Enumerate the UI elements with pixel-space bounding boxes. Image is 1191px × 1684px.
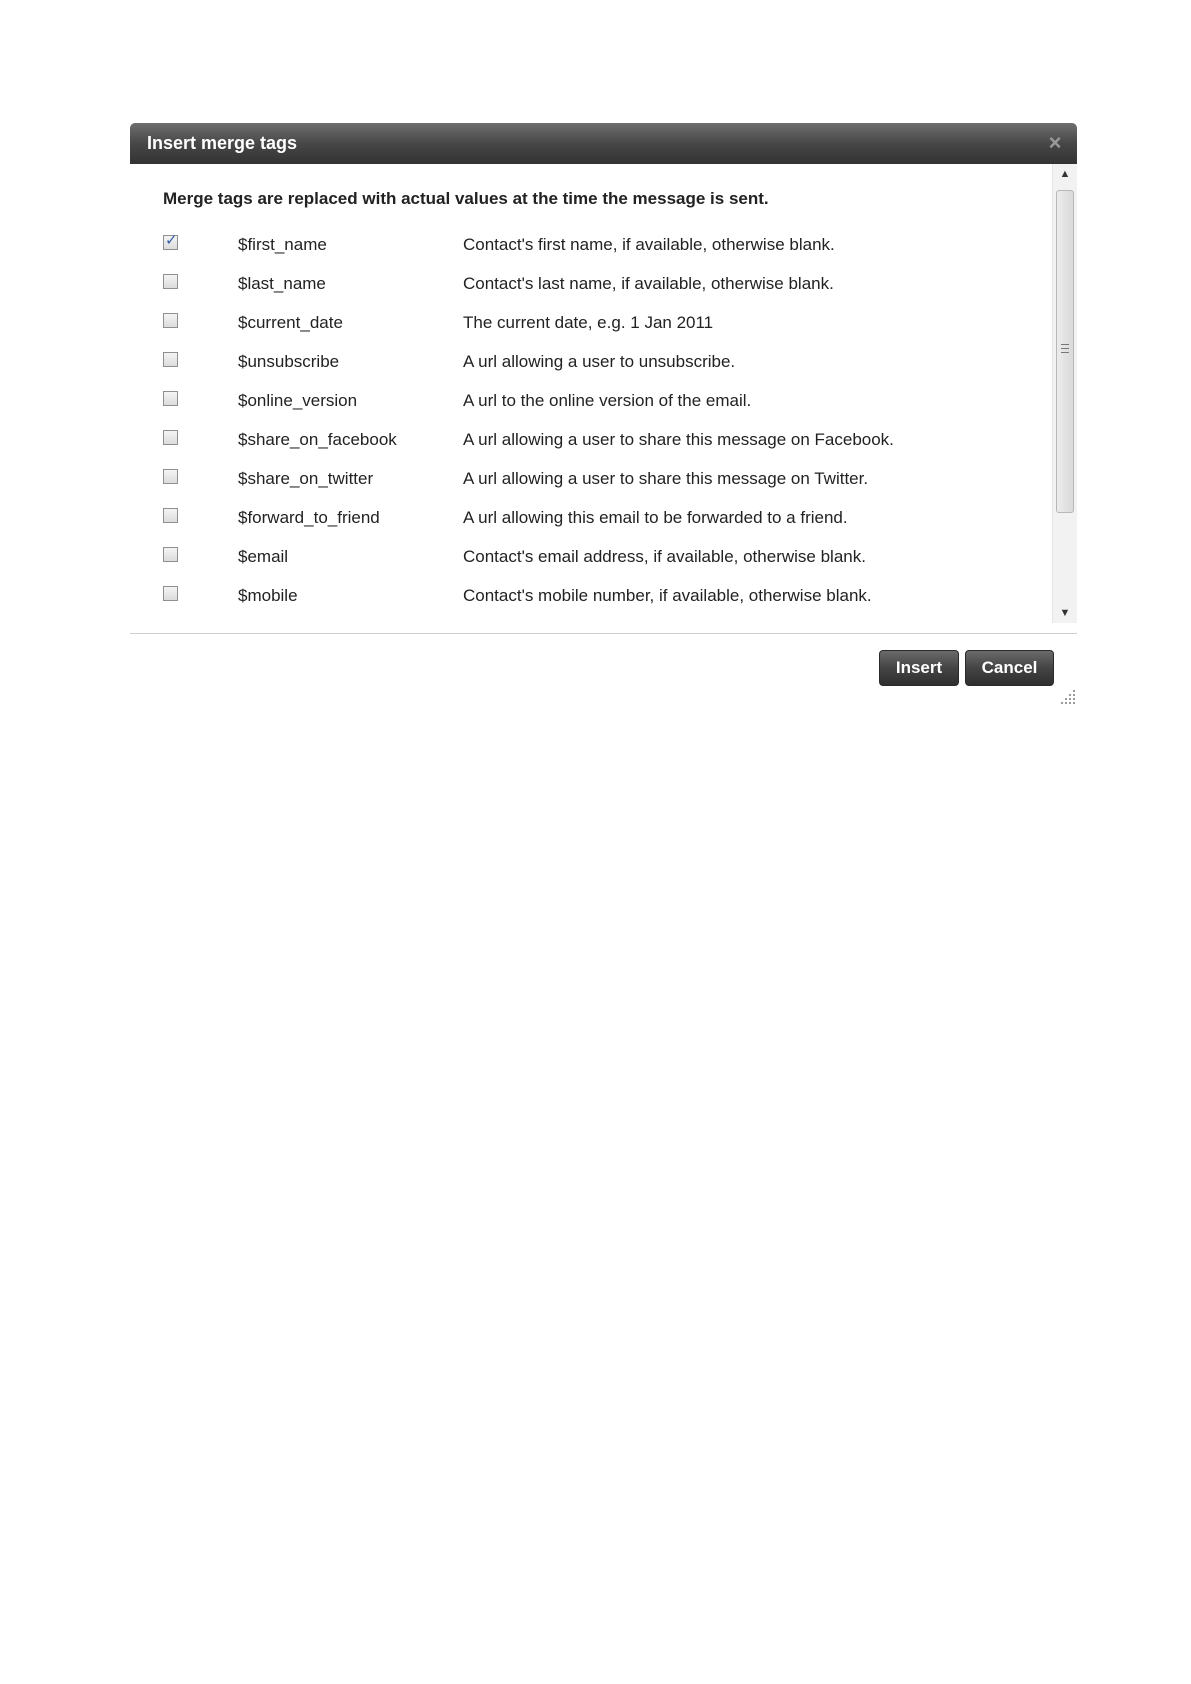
resize-dot (1073, 694, 1075, 696)
merge-tag-name: $email (238, 547, 289, 566)
merge-tag-row (130, 383, 1052, 419)
checkmark-icon: ✓ (165, 232, 178, 249)
resize-dot (1065, 698, 1067, 700)
merge-tag-name: $online_version (238, 391, 358, 410)
scroll-down-arrow-icon[interactable]: ▼ (1059, 607, 1071, 619)
dialog-title: Insert merge tags (147, 133, 298, 153)
merge-tag-checkbox[interactable] (163, 586, 178, 601)
merge-tag-row (130, 461, 1052, 497)
scrollbar-thumb[interactable] (1056, 190, 1074, 513)
merge-tag-row (130, 227, 1052, 263)
insert-merge-tags-dialog (130, 123, 1077, 706)
merge-tag-name: $last_name (238, 274, 326, 293)
merge-tag-checkbox[interactable] (163, 430, 178, 445)
dialog-titlebar[interactable] (130, 123, 1077, 164)
scrollbar-grip-icon (1061, 344, 1069, 353)
merge-tag-checkbox[interactable] (163, 547, 178, 562)
merge-tag-name: $share_on_facebook (238, 430, 397, 449)
merge-tag-row (130, 266, 1052, 302)
merge-tag-name: $forward_to_friend (238, 508, 380, 527)
merge-tag-row (130, 578, 1052, 614)
merge-tag-name: $first_name (238, 235, 327, 254)
close-icon[interactable]: × (1048, 130, 1062, 155)
resize-dot (1069, 702, 1071, 704)
dialog-content (130, 164, 1052, 623)
merge-tag-description: Contact's email address, if available, otherwise blank. (463, 547, 866, 566)
merge-tag-row (130, 305, 1052, 341)
resize-dot (1073, 698, 1075, 700)
resize-dot (1069, 694, 1071, 696)
merge-tag-name: $unsubscribe (238, 352, 340, 371)
merge-tag-checkbox[interactable] (163, 232, 178, 250)
resize-dot (1065, 702, 1067, 704)
cancel-button[interactable]: Cancel (965, 650, 1054, 686)
merge-tag-checkbox[interactable] (163, 469, 178, 484)
merge-tag-checkbox[interactable] (163, 313, 178, 328)
merge-tag-name: $current_date (238, 313, 343, 332)
merge-tag-checkbox[interactable] (163, 508, 178, 523)
merge-tag-row (130, 344, 1052, 380)
vertical-scrollbar[interactable] (1052, 164, 1077, 623)
merge-tag-description: Contact's last name, if available, otherwise blank. (463, 274, 834, 293)
merge-tag-description: A url allowing a user to share this message on Twitter. (463, 469, 869, 488)
merge-tag-description: Contact's first name, if available, otherwise blank. (463, 235, 835, 254)
scroll-up-arrow-icon[interactable]: ▲ (1059, 168, 1071, 180)
merge-tag-row (130, 500, 1052, 536)
merge-tag-description: A url allowing a user to share this message on Facebook. (463, 430, 894, 449)
merge-tag-description: A url to the online version of the email. (463, 391, 752, 410)
resize-dot (1061, 702, 1063, 704)
merge-tag-checkbox[interactable] (163, 352, 178, 367)
resize-dot (1069, 698, 1071, 700)
intro-text: Merge tags are replaced with actual values at the time the message is sent. (163, 189, 769, 208)
merge-tag-description: Contact's mobile number, if available, otherwise blank. (463, 586, 872, 605)
merge-tag-description: The current date, e.g. 1 Jan 2011 (463, 313, 714, 332)
merge-tag-row (130, 539, 1052, 575)
footer-divider (130, 633, 1077, 634)
resize-dot (1073, 690, 1075, 692)
merge-tag-checkbox[interactable] (163, 274, 178, 289)
merge-tag-row (130, 422, 1052, 458)
merge-tag-description: A url allowing a user to unsubscribe. (463, 352, 736, 371)
resize-dot (1073, 702, 1075, 704)
resize-grip-icon[interactable] (1059, 688, 1077, 706)
insert-button[interactable]: Insert (879, 650, 959, 686)
merge-tag-checkbox[interactable] (163, 391, 178, 406)
merge-tag-description: A url allowing this email to be forwarded to a friend. (463, 508, 848, 527)
merge-tag-name: $share_on_twitter (238, 469, 374, 488)
merge-tag-name: $mobile (238, 586, 298, 605)
